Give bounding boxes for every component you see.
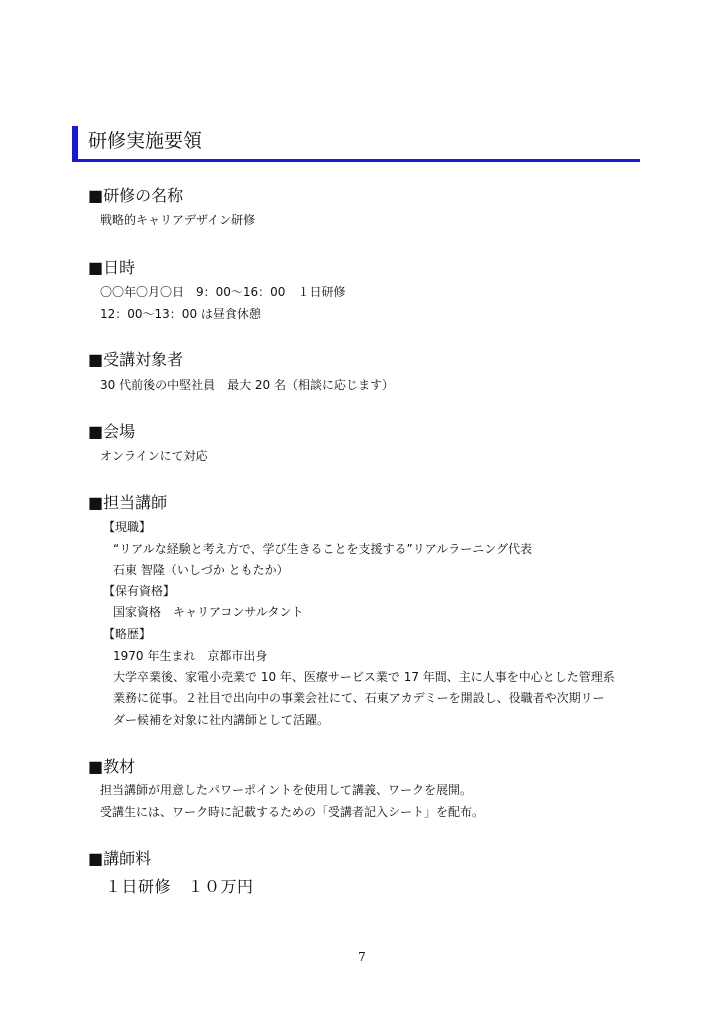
section-heading-datetime: ■日時 bbox=[88, 258, 136, 277]
datetime-line-1: 〇〇年〇月〇日 9：00～16：00 １日研修 bbox=[100, 285, 346, 299]
materials-line-1: 担当講師が用意したパワーポイントを使用して講義、ワークを展開。 bbox=[100, 783, 473, 797]
instructor-history-line-1: 1970 年生まれ 京都市出身 bbox=[113, 649, 268, 663]
fee-value: １日研修 １０万円 bbox=[105, 877, 254, 896]
instructor-history-line-2: 大学卒業後、家電小売業で 10 年、医療サービス業で 17 年間、主に人事を中心とした管理系 bbox=[113, 670, 615, 684]
instructor-current-label: 【現職】 bbox=[103, 520, 152, 534]
instructor-current-line-2: 石東 智隆（いしづか ともたか） bbox=[113, 563, 289, 577]
page-number: 7 bbox=[358, 950, 366, 964]
instructor-qual-line-1: 国家資格 キャリアコンサルタント bbox=[113, 605, 304, 619]
page-title: 研修実施要領 bbox=[88, 130, 203, 152]
datetime-line-2: 12：00～13：00 は昼食休憩 bbox=[100, 307, 261, 321]
instructor-current-line-1: “リアルな経験と考え方で、学び生きることを支援する”リアルラーニング代表 bbox=[113, 542, 532, 556]
title-accent-bar bbox=[72, 126, 78, 159]
instructor-history-label: 【略歴】 bbox=[103, 627, 152, 641]
venue-line-1: オンラインにて対応 bbox=[100, 449, 208, 463]
section-heading-venue: ■会場 bbox=[88, 422, 136, 441]
title-bar bbox=[72, 126, 640, 162]
section-heading-name: ■研修の名称 bbox=[88, 186, 184, 205]
instructor-history-line-4: ダー候補を対象に社内講師として活躍。 bbox=[113, 713, 330, 727]
instructor-history-line-3: 業務に従事。２社目で出向中の事業会社にて、石東アカデミーを開設し、役職者や次期リー bbox=[113, 691, 605, 705]
course-name: 戦略的キャリアデザイン研修 bbox=[100, 213, 256, 227]
section-heading-materials: ■教材 bbox=[88, 757, 136, 776]
instructor-qual-label: 【保有資格】 bbox=[103, 584, 176, 598]
section-heading-fee: ■講師料 bbox=[88, 849, 152, 868]
target-line-1: 30 代前後の中堅社員 最大 20 名（相談に応じます） bbox=[100, 378, 394, 392]
materials-line-2: 受講生には、ワーク時に記載するための「受講者記入シート」を配布。 bbox=[100, 805, 485, 819]
section-heading-target: ■受講対象者 bbox=[88, 350, 184, 369]
section-heading-instructor: ■担当講師 bbox=[88, 493, 168, 512]
